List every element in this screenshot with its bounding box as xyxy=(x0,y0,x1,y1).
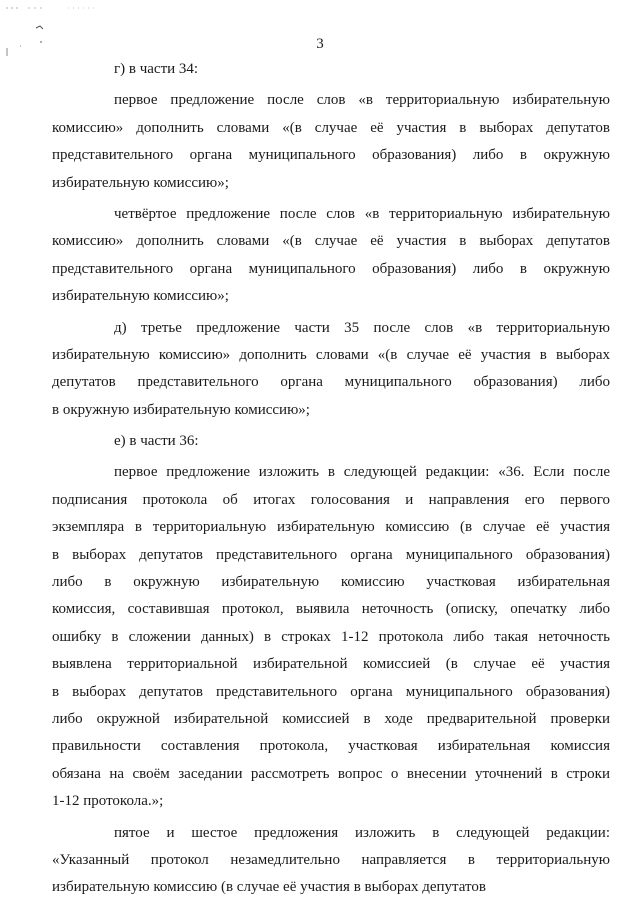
text-line: представительного органа муниципального образования) либо в окружную xyxy=(52,260,610,277)
text-line: избирательную комиссию»; xyxy=(52,288,229,305)
text-line: правильности составления протокола, участковая избирательная комиссия xyxy=(52,738,610,755)
text-line: 1-12 протокола.»; xyxy=(52,793,164,810)
text-line: в окружную избирательную комиссию»; xyxy=(52,401,310,418)
text-line: е) в части 36: xyxy=(114,433,199,450)
text-line: депутатов представительного органа муниципального образования) либо xyxy=(52,374,610,391)
text-line: либо в окружную избирательную комиссию участковая избирательная xyxy=(52,574,610,591)
paragraph xyxy=(114,56,610,83)
text-line: д) третье предложение части 35 после слов «в территориальную xyxy=(114,319,610,336)
text-line: избирательную комиссию (в случае её участия в выборах депутатов xyxy=(52,879,486,896)
paragraph-gap xyxy=(114,902,610,906)
text-line: комиссию» дополнить словами «(в случае её участия в выборах депутатов xyxy=(52,119,610,136)
text-line: первое предложение после слов «в территориальную избирательную xyxy=(114,92,610,109)
text-line: пятое и шестое предложения изложить в следующей редакции: xyxy=(114,824,610,841)
paragraph xyxy=(52,315,610,425)
paragraph xyxy=(52,87,610,197)
text-line: обязана на своём заседании рассмотреть вопрос о внесении уточнений в строки xyxy=(52,765,610,782)
text-line: ошибку в сложении данных) в строках 1-12 протокола либо такая неточность xyxy=(52,628,610,645)
text-line: четвёртое предложение после слов «в территориальную избирательную xyxy=(114,205,610,222)
paragraph xyxy=(52,459,610,815)
text-line: г) в части 34: xyxy=(114,61,199,77)
text-line: избирательную комиссию» дополнить словами «(в случае её участия в выборах xyxy=(52,346,610,363)
text-line: либо окружной избирательной комиссией в ходе предварительной проверки xyxy=(52,710,610,727)
text-line: подписания протокола об итогах голосования и направления его первого xyxy=(52,491,610,508)
paragraph xyxy=(52,201,610,311)
document-body xyxy=(52,56,610,906)
text-line: первое предложение изложить в следующей редакции: «36. Если после xyxy=(114,464,610,481)
text-line: «Указанный протокол незамедлительно направляется в территориальную xyxy=(52,851,610,868)
paragraph xyxy=(52,820,610,902)
page-number: 3 xyxy=(316,36,324,52)
text-line: выявлена территориальной избирательной комиссией (в случае её участия xyxy=(52,656,610,673)
text-line: комиссия, составившая протокол, выявила неточность (описку, опечатку либо xyxy=(52,601,610,618)
text-line: представительного органа муниципального образования) либо в окружную xyxy=(52,147,610,164)
text-line: экземпляра в территориальную избирательную комиссию (в случае её участия xyxy=(52,519,610,536)
text-line: комиссию» дополнить словами «(в случае её участия в выборах депутатов xyxy=(52,233,610,250)
text-line: избирательную комиссию»; xyxy=(52,174,229,191)
text-line: в выборах депутатов представительного органа муниципального образования) xyxy=(52,546,610,563)
paragraph xyxy=(114,428,610,455)
text-line: в выборах депутатов представительного органа муниципального образования) xyxy=(52,683,610,700)
